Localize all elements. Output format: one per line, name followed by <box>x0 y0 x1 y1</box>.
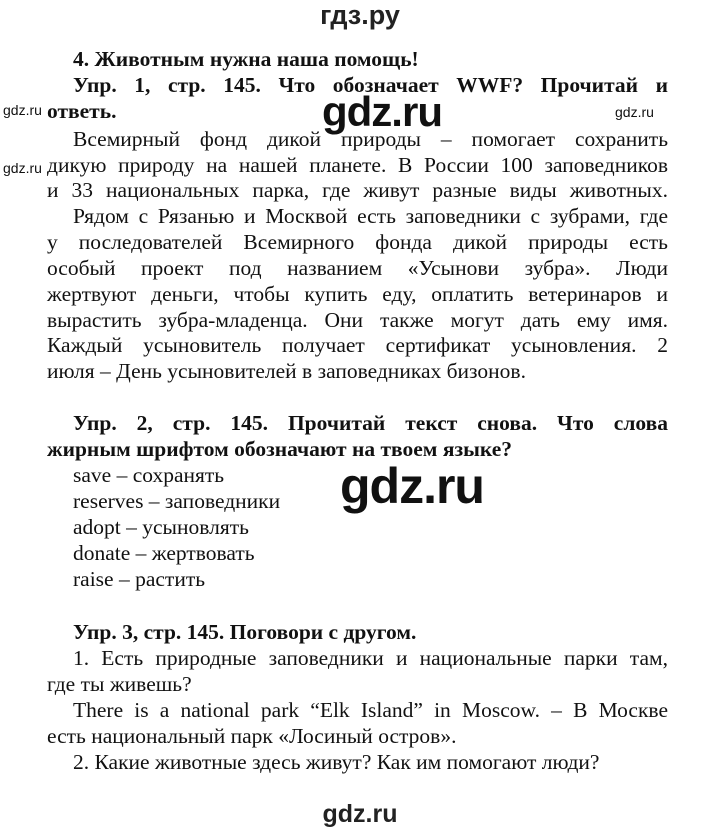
paragraph-line: жертвуют деньги, чтобы купить еду, оплатить ветеринаров и <box>47 282 668 306</box>
paragraph-line: 1. Есть природные заповедники и национальные парки там, <box>73 646 668 670</box>
footer-site-name: gdz.ru <box>322 800 398 828</box>
vocabulary-item: donate – жертвовать <box>73 541 255 565</box>
watermark: gdz.ru <box>3 160 42 176</box>
watermark: gdz.ru <box>615 104 654 120</box>
watermark: gdz.ru <box>340 458 484 514</box>
header-site-name: гдз.ру <box>320 0 400 30</box>
ex1-title-line: ответь. <box>47 99 117 123</box>
paragraph-line: особый проект под названием «Усынови зубра». Люди <box>47 256 668 280</box>
paragraph-line: и 33 национальных парка, где живут разные виды животных. <box>47 178 668 202</box>
paragraph-line: Каждый усыновитель получает сертификат усыновления. 2 <box>47 333 668 357</box>
vocabulary-item: save – сохранять <box>73 463 225 487</box>
ex2-title-line: Упр. 2, стр. 145. Прочитай текст снова. Что слова <box>73 411 668 435</box>
vocabulary-item: adopt – усыновлять <box>73 515 249 539</box>
paragraph-line: у последователей Всемирного фонда дикой природы есть <box>47 230 668 254</box>
paragraph-line: There is a national park “Elk Island” in Moscow. – В Москве <box>73 698 668 722</box>
paragraph-line: 2. Какие животные здесь живут? Как им помогают люди? <box>73 750 600 774</box>
paragraph-line: где ты живешь? <box>47 672 192 696</box>
paragraph-line: есть национальный парк «Лосиный остров». <box>47 724 457 748</box>
vocabulary-item: reserves – заповедники <box>73 489 281 513</box>
ex1-title-line: Упр. 1, стр. 145. Что обозначает WWF? Прочитай и <box>73 73 668 97</box>
paragraph-line: вырастить зубра-младенца. Они также могут дать ему имя. <box>47 308 668 332</box>
vocabulary-item: raise – растить <box>73 567 206 591</box>
ex3-title: Упр. 3, стр. 145. Поговори с другом. <box>73 620 417 644</box>
ex2-title-line: жирным шрифтом обозначают на твоем языке? <box>47 437 513 461</box>
paragraph-line: июля – День усыновителей в заповедниках бизонов. <box>47 359 526 383</box>
watermark: gdz.ru <box>3 102 42 118</box>
section-title: 4. Животным нужна наша помощь! <box>73 47 419 71</box>
paragraph-line: Рядом с Рязанью и Москвой есть заповедники с зубрами, где <box>73 204 668 228</box>
paragraph-line: дикую природу на нашей планете. В России 100 заповедников <box>47 153 668 177</box>
watermark: gdz.ru <box>322 88 442 135</box>
paragraph-line: Всемирный фонд дикой природы – помогает сохранить <box>73 127 668 151</box>
